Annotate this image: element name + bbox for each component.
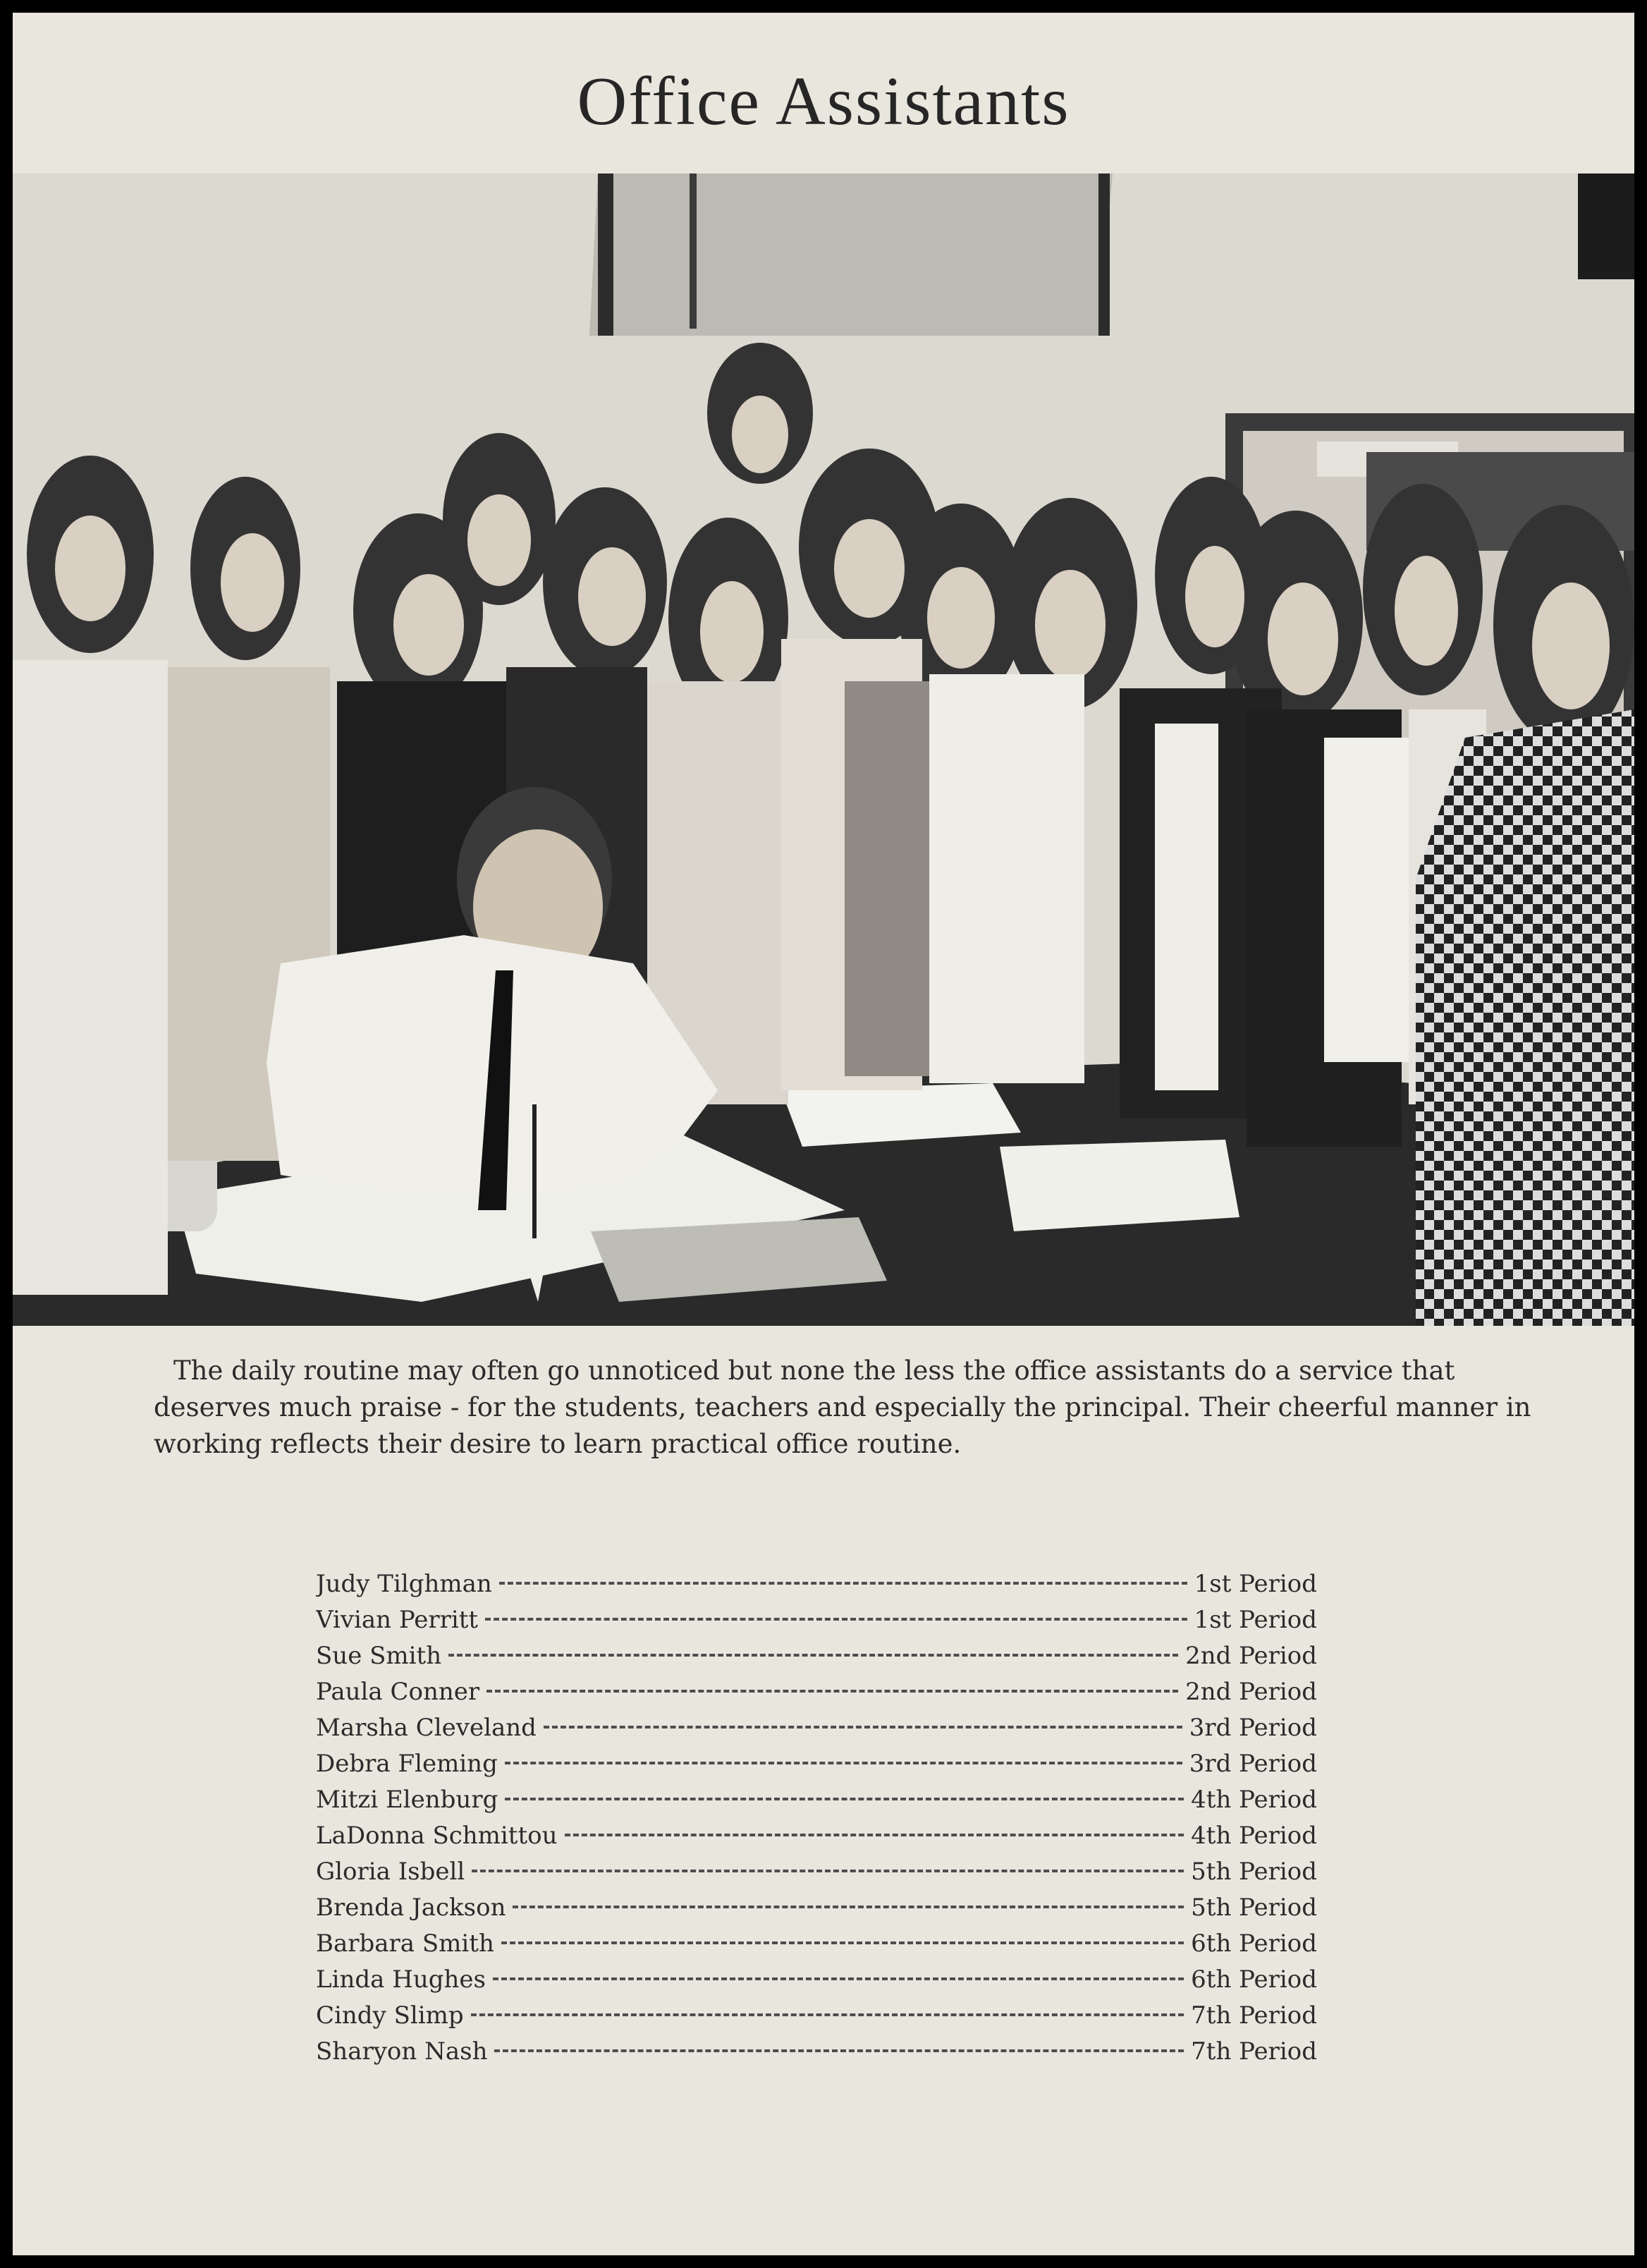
- photo-caption: The daily routine may often go unnoticed but none the less the office assistants do a service that deserves much praise - for the students, teachers and especially the principal. Their cheerful manner in working reflects their desire to learn practical office routine.: [154, 1355, 1531, 1459]
- dot-leader: [471, 1999, 1184, 2023]
- roster-name: Sue Smith: [316, 1642, 442, 1670]
- page-title: Office Assistants: [577, 63, 1070, 140]
- dot-leader: [486, 1676, 1178, 1700]
- roster-name: Cindy Slimp: [316, 2001, 464, 2030]
- dot-leader: [499, 1568, 1187, 1592]
- roster-period: 3rd Period: [1189, 1714, 1317, 1742]
- roster-name: Judy Tilghman: [316, 1570, 492, 1598]
- roster-row: [316, 1676, 1317, 1712]
- roster-period: 2nd Period: [1185, 1678, 1317, 1706]
- dot-leader: [448, 1640, 1178, 1664]
- roster-period: 6th Period: [1191, 1965, 1317, 1994]
- group-photo-illustration: [13, 173, 1634, 1326]
- roster-period: 7th Period: [1191, 2037, 1317, 2066]
- roster-period: 5th Period: [1191, 1858, 1317, 1886]
- dot-leader: [501, 1927, 1184, 1951]
- roster-name: LaDonna Schmittou: [316, 1822, 558, 1850]
- roster-period: 7th Period: [1191, 2001, 1317, 2030]
- dot-leader: [493, 1963, 1184, 1987]
- roster-period: 2nd Period: [1185, 1642, 1317, 1670]
- yearbook-page: [13, 13, 1634, 2255]
- roster-name: Vivian Perritt: [316, 1606, 479, 1634]
- dot-leader: [513, 1891, 1184, 1915]
- group-photo: [13, 173, 1634, 1326]
- roster-period: 4th Period: [1191, 1786, 1317, 1814]
- dot-leader: [565, 1819, 1184, 1843]
- roster-row: [316, 1927, 1317, 1963]
- roster-period: 1st Period: [1194, 1606, 1317, 1634]
- roster-name: Brenda Jackson: [316, 1894, 506, 1922]
- roster-name: Gloria Isbell: [316, 1858, 465, 1886]
- roster-period: 5th Period: [1191, 1894, 1317, 1922]
- dot-leader: [472, 1855, 1184, 1879]
- dot-leader: [485, 1604, 1187, 1628]
- assistant-roster: [316, 1568, 1317, 2071]
- roster-name: Paula Conner: [316, 1678, 480, 1706]
- roster-row: [316, 2035, 1317, 2071]
- roster-period: 4th Period: [1191, 1822, 1317, 1850]
- roster-row: [316, 1640, 1317, 1676]
- roster-row: [316, 1963, 1317, 1999]
- roster-row: [316, 1568, 1317, 1604]
- dot-leader: [505, 1748, 1182, 1772]
- roster-period: 3rd Period: [1189, 1750, 1317, 1778]
- roster-row: [316, 1999, 1317, 2035]
- roster-row: [316, 1748, 1317, 1784]
- roster-period: 1st Period: [1194, 1570, 1317, 1598]
- roster-name: Sharyon Nash: [316, 2037, 488, 2066]
- dot-leader: [494, 2035, 1184, 2059]
- dot-leader: [505, 1784, 1184, 1807]
- dot-leader: [544, 1712, 1182, 1736]
- roster-name: Marsha Cleveland: [316, 1714, 537, 1742]
- roster-row: [316, 1819, 1317, 1855]
- roster-row: [316, 1712, 1317, 1748]
- roster-period: 6th Period: [1191, 1929, 1317, 1958]
- roster-row: [316, 1891, 1317, 1927]
- roster-row: [316, 1604, 1317, 1640]
- roster-row: [316, 1855, 1317, 1891]
- roster-name: Debra Fleming: [316, 1750, 498, 1778]
- roster-name: Linda Hughes: [316, 1965, 486, 1994]
- roster-name: Barbara Smith: [316, 1929, 494, 1958]
- roster-name: Mitzi Elenburg: [316, 1786, 498, 1814]
- roster-row: [316, 1784, 1317, 1819]
